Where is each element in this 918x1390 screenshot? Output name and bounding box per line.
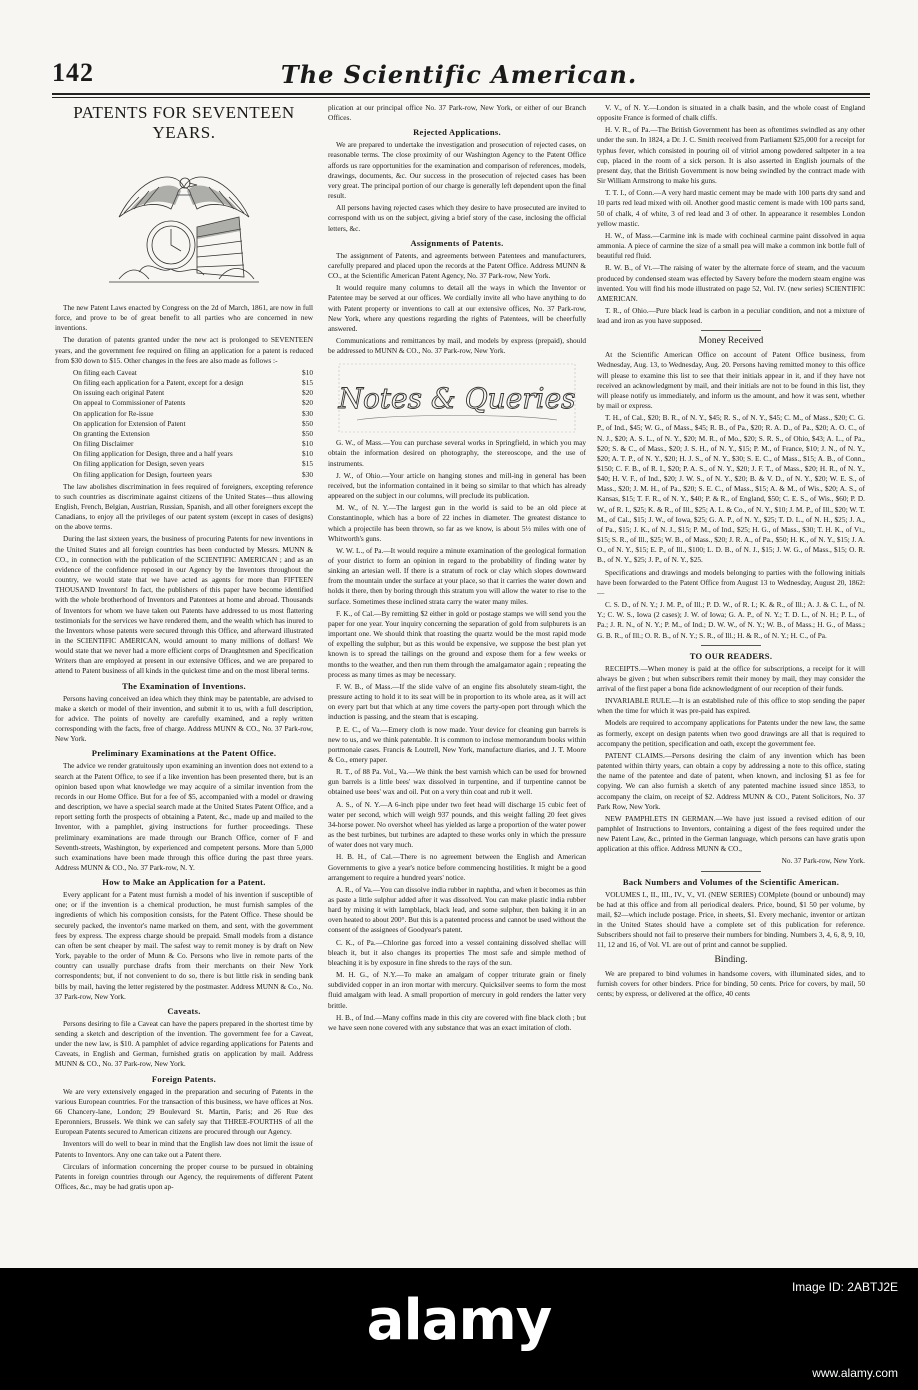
svg-text:Notes & Queries: Notes & Queries — [338, 382, 576, 416]
section-heading: Back Numbers and Volumes of the Scientific American. — [622, 876, 840, 887]
query-answer: A. R., of Va.—You can dissolve india rubber in naphtha, and when it becomes as thin as paste a little sulphur added after it was dissolved. You can make plastic india rubber hard by mixing it with lampblack, black lead, and some sulphur, then baking it in an oven heated to about 200°. But this is a patented process and cannot be used without the consent of the assignees of Goodyear's patent. — [328, 884, 586, 935]
query-answer: F. W. B., of Mass.—If the slide valve of an engine fits absolutely steam-tight, the pressure acting to hold it to its seat will be in proportion to its whole area, as it will act on every part but that which at any time covers the party-open port through which the induction is passing, and the steam that is escaping. — [328, 681, 586, 722]
fee-item: On filing each application for a Patent, except for a design $15 — [73, 378, 313, 388]
section-heading: Assignments of Patents. — [410, 237, 504, 248]
notes-and-queries-heading-icon — [337, 362, 577, 434]
fee-item: On application for Re-issue $30 — [73, 408, 313, 418]
divider — [701, 330, 761, 331]
masthead: The Scientific American. — [280, 60, 638, 89]
query-answer: H. B. H., of Cal.—There is no agreement between the English and American Governments to give a year's notice before commencing hostilities. It might be a good arrangement to require a hundred years' notice. — [328, 852, 586, 882]
body-paragraph: Inventors will do well to bear in mind that the English law does not limit the issue of Patents to Inventors. Any one can take out a Patent there. — [55, 1139, 313, 1159]
body-paragraph: plication at our principal office No. 37 Park-row, New York, or either of our Branch Offices. — [328, 103, 586, 123]
section-heading: Caveats. — [167, 1005, 201, 1016]
alamy-logo: alamy — [366, 1288, 552, 1353]
fee-item: On filing each Caveat $10 — [73, 367, 313, 377]
query-answer: P. E. C., of Va.—Emery cloth is now made. Your device for cleaning gun barrels is new to us, and we think patentable. It is common to inclose memorandum books within portmonaie cases. Francis & Loutrell, New York, manufacture diaries, and J. T. Moore & Co., emery paper. — [328, 724, 586, 764]
body-paragraph: All persons having rejected cases which they desire to have prosecuted are invited to correspond with us on the subject, giving a brief story of the case, inclosing the official letters, &c. — [328, 203, 586, 233]
intro-paragraph: The new Patent Laws enacted by Congress on the 2d of March, 1861, are now in full force, and prove to be of great benefit to all parties who are concerned in new inventions. — [55, 303, 313, 333]
section-heading: How to Make an Application for a Patent. — [102, 877, 266, 888]
specifications-list: C. S. D., of N. Y.; J. M. P., of Ill.; P. D. W., of R. I.; K. & R., of Ill.; A. J. & C. L., of N. Y.; C. W. S., Iowa (2 cases); J. W. of Iowa; G. A. P., of N. Y.; T. D. L., of N. H.; P. L., of Pa.; J. R. N., of N. Y.; P. M., of Ind.; D. W. W., of N. Y.; W. B., of Mass.; H. G., of Mass.; G. B. R., of Ill.; O. R. B., of N. Y.; S. R., of Ill.; H. & R., of N. Y.; H. C., of Pa. — [597, 600, 865, 640]
query-answer: V. V., of N. Y.—London is situated in a chalk basin, and the whole coast of England opposite France is formed of chalk cliffs. — [597, 103, 865, 123]
image-id: Image ID: 2ABTJ2E — [791, 1280, 898, 1294]
site-url: www.alamy.com — [812, 1366, 898, 1380]
fee-item: On filing application for Design, seven years $15 — [73, 459, 313, 469]
body-paragraph: We are prepared to bind volumes in handsome covers, with illuminated sides, and to furnish covers for other binders. Price for binding, 50 cents. Price for covers, by mail, 50 cents; by express, or delivered at the office, 40 cents — [597, 968, 865, 998]
query-answer: H. B., of Ind.—Many coffins made in this city are covered with fine black cloth ; but we have seen none covered with any substance that was an exact imitation of cloth. — [328, 1012, 586, 1032]
body-paragraph: Persons desiring to file a Caveat can have the papers prepared in the shortest time by sending a sketch and description of the invention. The government fee for a Caveat, under the new law, is $10. A pamphlet of advice regarding applications for Patents and Caveats, in English and German, furnished gratis on application by mail. Address MUNN & CO., No. 37 Park-row, New York. — [55, 1018, 313, 1069]
query-answer: C. K., of Pa.—Chlorine gas forced into a vessel containing dissolved shellac will bleach it, but it also changes its properties The most safe and simple method of bleaching it is by exposure in fine shreds to the rays of the sun. — [328, 937, 586, 967]
body-paragraph: During the last sixteen years, the business of procuring Patents for new inventions in the United States and all foreign countries has been conducted by Messrs. MUNN & CO., in connection with the publication of the SCIENTIFIC AMERICAN ; and as an evidence of the confidence reposed in our Agency by the Inventors throughout the country, we would state that we have acted as agents for more than FIFTEEN THOUSAND Inventors! In fact, the publishers of this paper have become identified with the whole brotherhood of Inventors and Patentees at home and abroad. Thousands of Inventors for whom we have taken out Patents have addressed to us most flattering testimonials for the services we have rendered them, and the wealth which has inured to the Inventors whose patents were secured through this Office, and afterward illustrated in the SCIENTIFIC AMERICAN, would amount to many millions of dollars! We would state that we never had a more efficient corps of Draughtsmen and Specification Writers than are employed at present in our extensive Offices, and we are prepared to attend to Patent business of all kinds in the quickest time and on the most liberal terms. — [55, 534, 313, 676]
fee-list — [73, 368, 313, 480]
body-paragraph: Persons having conceived an idea which they think may be patentable, are advised to make a sketch or model of their invention, and submit it to us, with a full description, for advice. The points of novelty are carefully examined, and a reply written corresponding with the facts, free of charge. Address MUNN & CO., No. 37 Park-row, New York. — [55, 693, 313, 744]
query-answer: H. W., of Mass.—Carmine ink is made with cochineal carmine paint dissolved in aqua ammonia. A piece of carmine the size of a small pea will make a common ink bottle full of beautiful red fluid. — [597, 230, 865, 261]
money-received-list: T. H., of Cal., $20; B. R., of N. Y., $45; R. S., of N. Y., $45; C. M., of Mass., $20; C. G. P., of Ind., $45; W. G., of Mass., $45; R. B., of Pa., $20; R. A. D., of Pa., $20; A. O. C., of N. J., $20; A. S. L., of N. Y., $20; M. R., of Mo., $20; S. R. S., of Ohio, $43; A. L., of Pa., $20; S. & C., of Mass., $20; J. S. H., of N. Y., $15; P. M., of France, $10; J. N., of N. Y., $20; A. T. P., of N. Y., $20; H. J. S., of N. Y., $30; S. E. C., of Mass., $15; A. B., of Conn., $150; C. F. B., of R. I., $20; P. A. S., of N. Y., $20; J. F. T., of Mass., $20; H. R., of N. Y., $40; H. V. F., of Ind., $20; J. W. S., of N. Y., $20; B. & V. D., of N. Y., $20; W. E. S., of Mass., $20; J. M. H., of Pa., $20; S. E. C., of Mass., $15; A. & M., of Wis., $20; A. S., of Kansas, $15; T. F. R., of N. Y., $40; P. & R., of England, $50; C. E. S., of Wis., $60; P. D. W., of R. I., $25; K. & R., of Ill., $25; A. L. & Co., of N. Y., $10; J. M. P., of Ill., $20; W. T. M., of Cal., $15; J. W., of Iowa, $25; G. A. P., of N. Y., $25; T. D. L., of N. H., $25; J. A., of Pa., $15; J. K., of N. J., $15; P. M., of Ind., $25; H. G., of Mass., $30; T. H. K., of Vt., $15; S. R., of Ill., $25; W. B., of Mass., $20; J. R. A., of Pa., $50; H. K., of N. Y., $15; J. A. O., of N. Y., $15; E. P., of Ill., $100; L. D. B., of N. J., $15; J. W. G., of Mass., $15; O. R. B., of N. Y., $25; J. P., of N. Y., $25. — [597, 413, 865, 565]
address-line: No. 37 Park-row, New York. — [781, 856, 865, 866]
body-paragraph: Communications and remittances by mail, and models by express (prepaid), should be addressed to MUNN & CO., No. 37 Park-row, New York. — [328, 335, 586, 356]
section-heading: TO OUR READERS. — [689, 650, 773, 661]
section-heading: Rejected Applications. — [413, 127, 501, 138]
body-paragraph: VOLUMES I., II., III., IV., V., VI. (NEW SERIES) COMplete (bound or unbound) may be had at this office and from all periodical dealers. Price, bound, $1 50 per volume, by mail, $2—which include postage. Price, in sheets, $1. Every mechanic, inventor or artizan in the United States should have a complete set of this publication for reference. Subscribers should not fail to preserve their numbers for binding. Numbers 3, 4, 6, 8, 9, 10, 11, 12 and 16, of Vol. VI. are out of print and cannot be supplied. — [597, 889, 865, 950]
body-paragraph: RECEIPTS.—When money is paid at the office for subscriptions, a receipt for it will always be given ; but when subscribers remit their money by mail, they may consider the arrival of the first paper a bona fide acknowledgment of our reception of their funds. — [597, 663, 865, 693]
section-heading: Money Received — [698, 336, 764, 347]
query-answer: F. K., of Cal.—By remitting $2 either in gold or postage stamps we will send you the paper for one year. Your inquiry concerning the separation of gold from sulphurets is an important one. We should think that roasting the quartz would be the most rapid mode of expelling the sulphur, but as this would be expensive, we suppose the best plan yet known is to spread the tailings on the ground and expose them for a few weeks or months to the weather, and then run them through the amalgamator again ; repeating the process as many times as may be necessary. — [328, 608, 586, 679]
body-paragraph: PATENT CLAIMS.—Persons desiring the claim of any invention which has been patented within thirty years, can obtain a copy by addressing a note to this office, stating the name of the patentee and date of patent, when known, and inclosing $1 as fee for copying. We can also furnish a sketch of any patented machine issued since 1853, to accompany the claim, on receipt of $2. Address MUNN & CO., Patent Solicitors, No. 37 Park Row, New York. — [597, 750, 865, 811]
body-paragraph: At the Scientific American Office on account of Patent Office business, from Wednesday, Aug. 13, to Wednesday, Aug. 20. Persons having remitted money to this office will please to examine this list to see that their initials appear in it, and if they have not received an acknowledgment by mail, and their initials are not to be found in this list, they will please notify us immediately, and inform us the amount, and how it was sent, whether by mail or express. — [597, 350, 865, 411]
query-answer: T. T. I., of Conn.—A very hard mastic cement may be made with 100 parts dry sand and 10 parts red lead mixed with oil. Another good mastic cement is made with 100 parts sand, 50 of chalk, 4 of white, 3 of red lead and 3 of other. In appearance it resembles London yellow mastic. — [597, 188, 865, 228]
fee-item: On appeal to Commissioner of Patents $20 — [73, 398, 313, 408]
page-number: 142 — [52, 58, 94, 87]
watermark-banner — [0, 1268, 918, 1390]
fees-paragraph: The duration of patents granted under the new act is prolonged to SEVENTEEN years, and the government fee required on filing an application for a patent is reduced from $30 down to $15. Other changes in the fees are also made as follows :- — [55, 335, 313, 365]
section-heading: Preliminary Examinations at the Patent Office. — [91, 748, 277, 759]
query-answer: A. S., of N. Y.—A 6-inch pipe under two feet head will discharge 15 cubic feet of water per second, which will weigh 937 pounds, and this weight falling 20 feet gives 34-horse power. No overshot wheel has yielded as large a proportion of the water power as the best turbines, but turbines are adapted to these works only in which the pressure of water does not vary much. — [328, 799, 586, 850]
column-1 — [55, 103, 313, 1253]
body-paragraph: We are very extensively engaged in the preparation and securing of Patents in the various European countries. For the transaction of this business, we have offices at Nos. 66 Chancery-lane, London; 29 Boulevard St. Martin, Paris; and 26 Rue des Eperonniers, Brussels. We think we can safely say that THREE-FOURTHS of all the European Patents secured to American citizens are procured through our Agency. — [55, 1086, 313, 1137]
fee-item: On application for Extension of Patent $50 — [73, 418, 313, 428]
body-paragraph: The law abolishes discrimination in fees required of foreigners, excepting reference to such countries as discriminate against citizens of the United States—thus allowing English, French, Belgian, Austrian, Russian, Spanish, and all other foreigners except the Canadians, to enjoy all the privileges of our patent system (except in cases of designs) on the above terms. — [55, 481, 313, 532]
eagle-engraving-icon — [79, 147, 289, 297]
query-answer: T. R., of Ohio.—Pure black lead is carbon in a peculiar condition, and not a mixture of lead and iron as you have supposed. — [597, 305, 865, 326]
body-paragraph: INVARIABLE RULE.—It is an established rule of this office to stop sending the paper when the time for which it was pre-paid has expired. — [597, 696, 865, 716]
column-2 — [328, 103, 586, 1253]
query-answer: J. W., of Ohio.—Your article on hanging stones and mill-ing in general has been received, but the information contained in it being so similar to that which has already appeared on the subject in our columns, will preclude its publication. — [328, 470, 586, 501]
column-3 — [597, 103, 865, 1253]
divider — [701, 871, 761, 872]
section-heading: The Examination of Inventions. — [122, 680, 246, 691]
query-answer: H. V. R., of Pa.—The British Government has been as oftentimes swindled as any other under the sun. In 1824, a Dr. J. C. Smith received from Parliament $25,000 for a receipt for typhus fever, which consisted in pouring oil of vitriol among powdered saltpeter in a tea cup, placed in the room of a sick person. It is also asserted in English journals of the present day, that the British Government is now being swindled by the contract made with Sir William Armstrong to make his guns. — [597, 125, 865, 186]
section-heading: Foreign Patents. — [151, 1073, 217, 1084]
section-heading: Binding. — [714, 954, 748, 965]
article-title: PATENTS FOR SEVENTEEN YEARS. — [73, 103, 295, 142]
fee-item: On filing application for Design, fourteen years $30 — [73, 469, 313, 479]
query-answer: R. W. B., of Vt.—The raising of water by the alternate force of steam, and the vacuum produced by condensed steam was effected by Savery before the modern steam engine was invented. You will find his mode illustrated on page 52, Vol. IV. (new series) SCIENTIFIC AMERICAN. — [597, 263, 865, 303]
body-paragraph: Every applicant for a Patent must furnish a model of his invention if susceptible of one; or if the invention is a chemical production, he must furnish samples of the ingredients of which his composition consists, for the Patent Office. These should be securely packed, the inventor's name marked on them, and sent, with the government fees by express. The express charge should be prepaid. Small models from a distance can often be sent cheaper by mail. The safest way to remit money is by draft on New York, payable to the order of Munn & Co. Persons who live in remote parts of the country can usually purchase drafts from their merchants on their New York correspondents; but, if not convenient to do so, there is but little risk in sending bank bills by mail, having the letter registered by the postmaster. Address MUNN & Co., No. 37 Park-row, New York. — [55, 890, 313, 1001]
divider — [701, 645, 761, 646]
header-rule-thin — [52, 97, 870, 98]
fee-item: On granting the Extension $50 — [73, 428, 313, 438]
query-answer: W. W. L., of Pa.—It would require a minute examination of the geological formation of your district to form an opinion in regard to the probability of finding water by sinking an artesian well. If there is a stratum of rock or clay which slopes downward from the mountain under the surface at your place, so that it carries the water down and holds it there, then by boring through this stratum you will allow the water to rise to the surface. Sometimes these inclined strata carry the water many miles. — [328, 545, 586, 606]
body-paragraph: The assignment of Patents, and agreements between Patentees and manufacturers, carefully prepared and placed upon the records at the Patent Office. Address MUNN & CO., at the Scientific American Patent Agency, No. 37 Park-row, New York. — [328, 250, 586, 281]
fee-item: On issuing each original Patent $20 — [73, 388, 313, 398]
header-rule — [52, 93, 870, 95]
query-answer: M. H. G., of N.Y.—To make an amalgam of copper triturate grain or finely subdivided copper in an iron mortar with mercury. Quicksilver seems to form the most fluid amalgam with lead. A small proportion of mercury in gold renders the latter very brittle. — [328, 970, 586, 1010]
body-paragraph: The advice we render gratuitously upon examining an invention does not extend to a search at the Patent Office, to see if a like invention has been presented there, but is an opinion based upon what knowledge we may acquire of a similar invention from the records in our Home Office. But for a fee of $5, accompanied with a model or drawing and description, we have a special search made at the United States Patent Office, and a report setting forth the prospects of obtaining a Patent, &c., made up and mailed to the Inventor, with a pamphlet, giving instructions for further proceedings. These preliminary examinations are made through our Branch Office, corner of F and Seventh-streets, Washington, by experienced and competent persons. More than 5,000 such examinations have been made through this office during the past three years. Address MUNN & CO., No. 37 Park-row, N. Y. — [55, 761, 313, 872]
body-paragraph: We are prepared to undertake the investigation and prosecution of rejected cases, on reasonable terms. The close proximity of our Washington Agency to the Patent Office affords us rare opportunities for the examination and comparison of references, models, drawings, documents, &c. Our success in the prosecution of rejected cases has been very great. The principal portion of our charge is generally left dependent upon the final result. — [328, 140, 586, 201]
query-answer: M. W., of N. Y.—The largest gun in the world is said to be an old piece at Constantinople, which has a bore of 22 inches in diameter. The greatest distance to which a projectile has been thrown, so far as we know, is about 5½ miles with one of Whitworth's guns. — [328, 503, 586, 543]
fee-item: On filing application for Design, three and a half years $10 — [73, 449, 313, 459]
body-paragraph: Models are required to accompany applications for Patents under the new law, the same as formerly, except on design patents when two good drawings are all that is required to accompany the petition, specification and oath, except the government fee. — [597, 718, 865, 748]
body-paragraph: It would require many columns to detail all the ways in which the Inventor or Patentee may be served at our offices. We cordially invite all who have anything to do with Patent property or inventions to call at our extensive offices, No. 37 Park-row, New York, where any questions regarding the rights of Patentees, will be cheerfully answered. — [328, 283, 586, 333]
body-paragraph: Specifications and drawings and models belonging to parties with the following initials have been forwarded to the Patent Office from August 13 to Wednesday, August 20, 1862:— — [597, 567, 865, 597]
query-answer: G. W., of Mass.—You can purchase several works in Springfield, in which you may obtain the information desired on photography, the stereoscope, and the use of instruments. — [328, 438, 586, 468]
body-paragraph: Circulars of information concerning the proper course to be pursued in obtaining Patents in foreign countries through our Agency, the requirements of different Patent Offices, &c., may be had gratis upon ap- — [55, 1161, 313, 1192]
query-answer: R. T., of 88 Pa. Vol., Va.—We think the best varnish which can be used for browned gun barrels is a little bees' wax dissolved in turpentine, and if turpentine cannot be obtained use bees' wax and oil. Put on a very thin coat and rub it well. — [328, 767, 586, 797]
body-paragraph: NEW PAMPHLETS IN GERMAN.—We have just issued a revised edition of our pamphlet of Instructions to Inventors, containing a digest of the fees required under the new Patent Law, &c., printed in the German language, which persons can have gratis upon application at this office. Address MUNN & CO., — [597, 813, 865, 854]
fee-item: On filing Disclaimer $10 — [73, 439, 313, 449]
